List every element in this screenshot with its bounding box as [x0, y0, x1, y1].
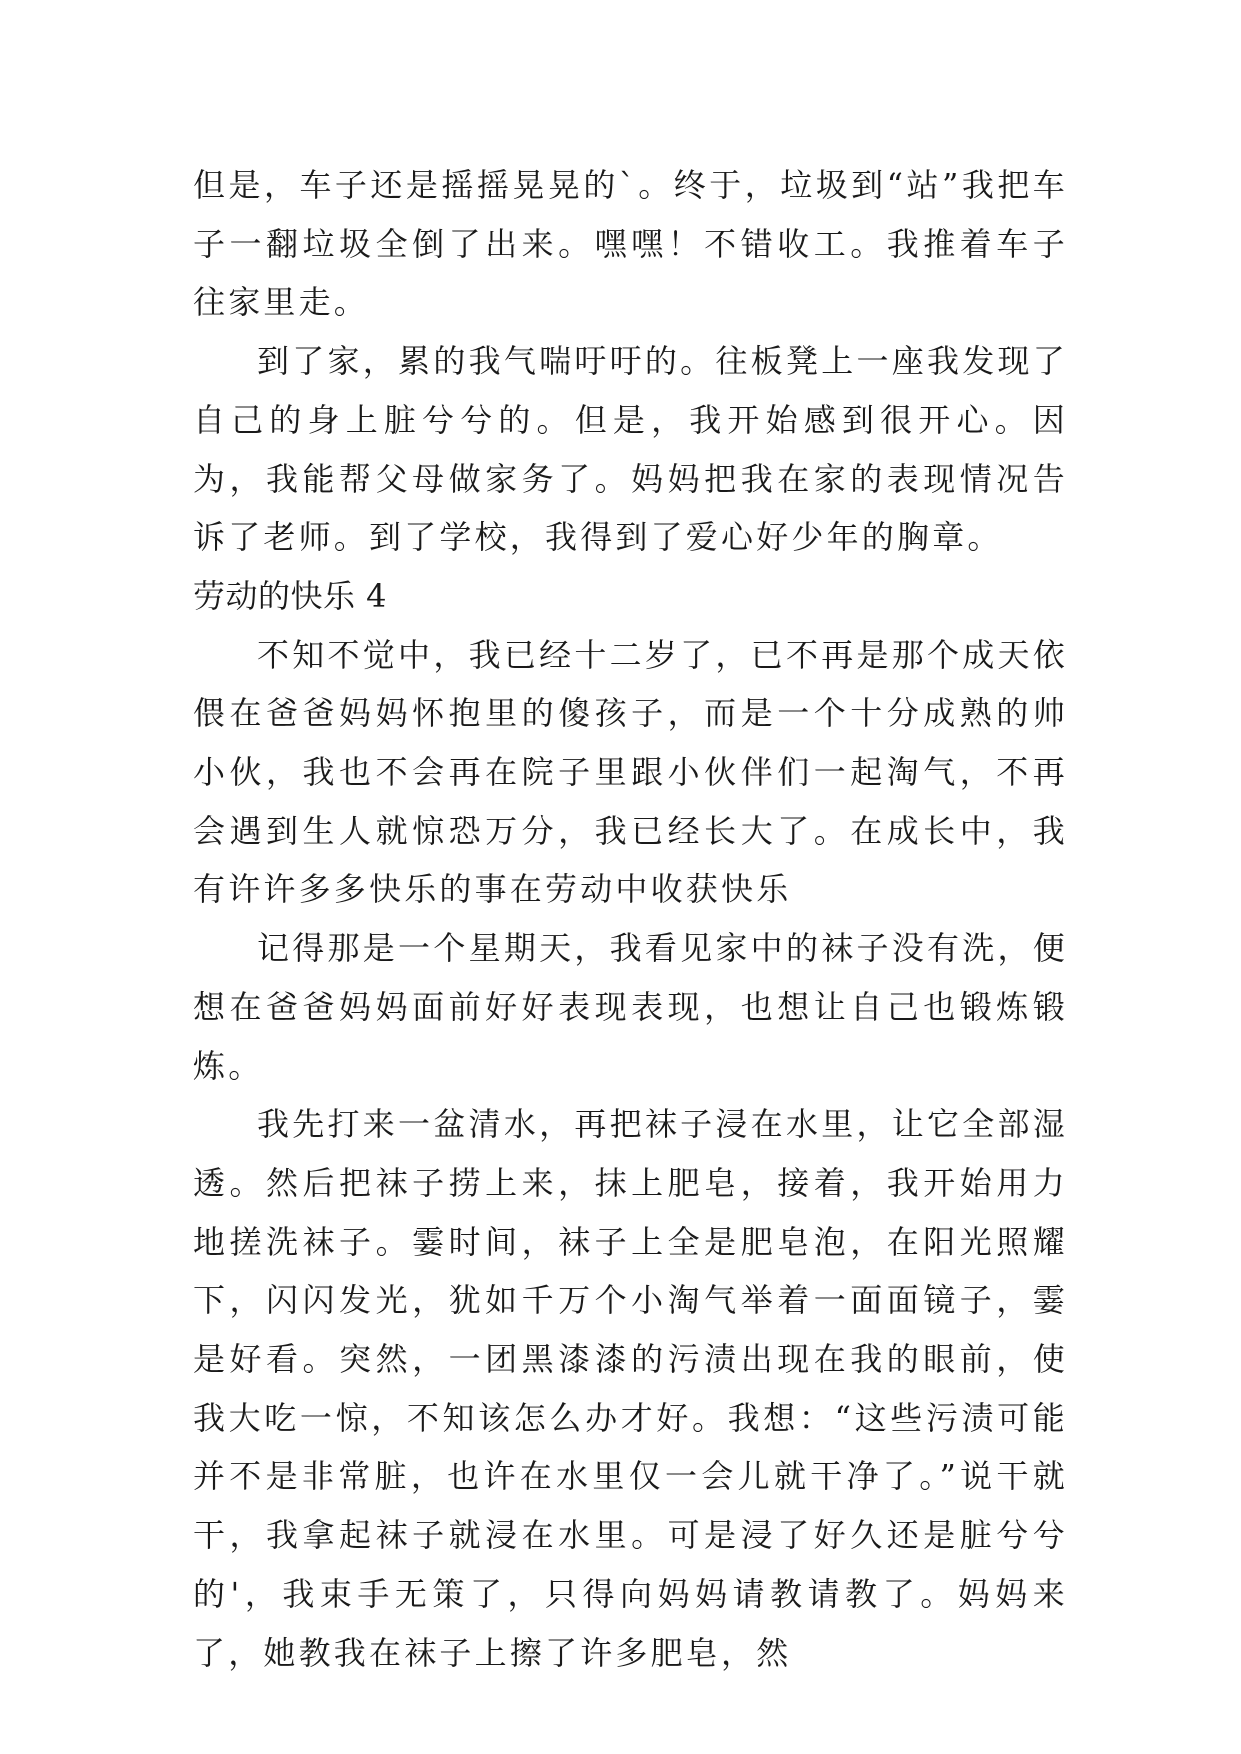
paragraph-5: 我先打来一盆清水，再把袜子浸在水里，让它全部湿透。然后把袜子捞上来，抹上肥皂，接着，我开始用力地搓洗袜子。霎时间，袜子上全是肥皂泡，在阳光照耀下，闪闪发光，犹如千万个小淘气举着一面面镜子，霎是好看。突然，一团黑漆漆的污渍出现在我的眼前，使我大吃一惊，不知该怎么办才好。我想：“这些污渍可能并不是非常脏，也许在水里仅一会儿就干净了。”说干就干，我拿起袜子就浸在水里。可是浸了好久还是脏兮兮的'，我束手无策了，只得向妈妈请教请教了。妈妈来了，她教我在袜子上擦了许多肥皂，然: [193, 1105, 1068, 1672]
section-heading: 劳动的快乐 4: [193, 576, 388, 615]
paragraph-2: 到了家，累的我气喘吁吁的。往板凳上一座我发现了自己的身上脏兮兮的。但是，我开始感到很开心。因为，我能帮父母做家务了。妈妈把我在家的表现情况告诉了老师。到了学校，我得到了爱心好少年的胸章。: [193, 342, 1068, 557]
paragraph-4: 记得那是一个星期天，我看见家中的袜子没有洗，便想在爸爸妈妈面前好好表现表现，也想让自己也锻炼锻炼。: [193, 929, 1068, 1085]
paragraph-1: 但是，车子还是摇摇晃晃的`。终于，垃圾到“站”我把车子一翻垃圾全倒了出来。嘿嘿！不错收工。我推着车子往家里走。: [193, 166, 1068, 322]
paragraph-3: 不知不觉中，我已经十二岁了，已不再是那个成天依偎在爸爸妈妈怀抱里的傻孩子，而是一个十分成熟的帅小伙，我也不会再在院子里跟小伙伴们一起淘气，不再会遇到生人就惊恐万分，我已经长大了。在成长中，我有许许多多快乐的事在劳动中收获快乐: [193, 635, 1068, 909]
document-body: [193, 156, 1068, 1682]
